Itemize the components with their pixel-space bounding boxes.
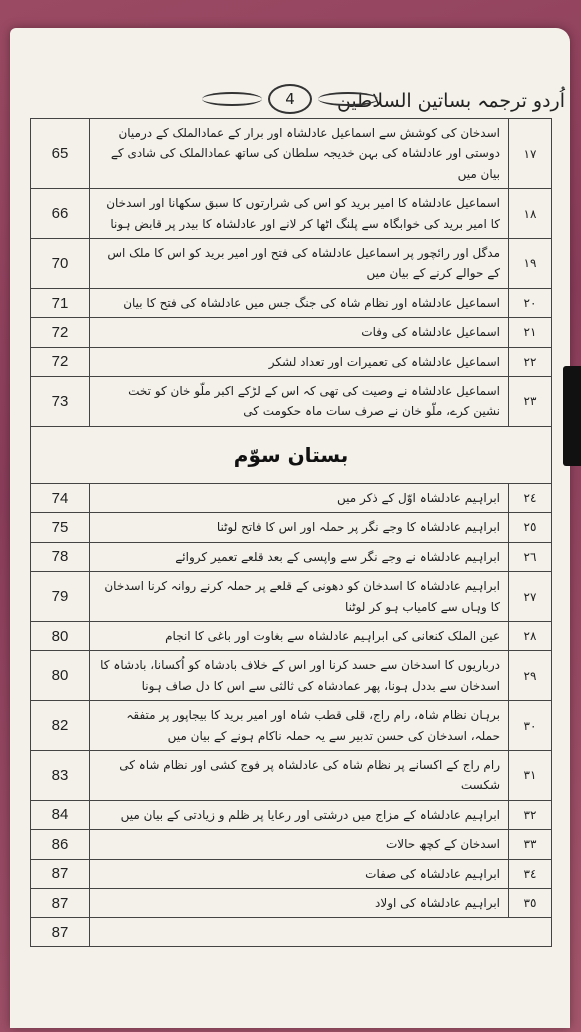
toc-entry-title: اسماعیل عادلشاہ اور نظام شاہ کی جنگ جس میں عادلشاہ کی فتح کا بیان [90, 288, 509, 317]
toc-entry-title: درباریوں کا اسدخان سے حسد کرنا اور اس کے خلاف بادشاہ کو اُکسانا، بادشاہ کا اسدخان سے بددل ہونا، پھر عمادشاہ کی ثالثی سے اس کا دل صاف ہونا [90, 651, 509, 701]
toc-entry-title: رام راج کے اکسانے پر نظام شاہ کی عادلشاہ پر فوج کشی اور نظام شاہ کی شکست [90, 750, 509, 800]
toc-page-number: 72 [31, 318, 90, 347]
toc-page-number: 75 [31, 513, 90, 542]
toc-entry-number: ٣٣ [509, 830, 552, 859]
toc-body [31, 119, 552, 947]
toc-entry-title: اسماعیل عادلشاہ کا امیر برید کو اس کی شرارتوں کا سبق سکھانا اور اسدخان کا امیر برید کی خوابگاہ سے پلنگ اٹھا کر لانے اور عادلشاہ کا بیدر پر قابض ہونا [90, 189, 509, 239]
toc-row [31, 189, 552, 239]
toc-page-number: 71 [31, 288, 90, 317]
toc-row [31, 859, 552, 888]
toc-entry-number: ٢٥ [509, 513, 552, 542]
toc-page-number: 87 [31, 888, 90, 917]
toc-entry-title: ابراہیم عادلشاہ کا وجے نگر پر حملہ اور اس کا فاتح لوٹنا [90, 513, 509, 542]
toc-page-number: 79 [31, 572, 90, 622]
toc-page-number: 84 [31, 800, 90, 829]
toc-row [31, 513, 552, 542]
page-number: 4 [268, 84, 312, 114]
toc-row [31, 701, 552, 751]
toc-page-number: 87 [31, 918, 90, 947]
ornament-right [318, 92, 378, 106]
toc-row [31, 542, 552, 571]
toc-page-number: 82 [31, 701, 90, 751]
toc-entry-title: ابراہیم عادلشاہ کا اسدخان کو دھونی کے قلعے پر حملہ کرنے روانہ کرنا اسدخان کا وہاں سے کامیاب ہو کر لوٹنا [90, 572, 509, 622]
toc-row [31, 288, 552, 317]
toc-entry-number: ١٧ [509, 119, 552, 189]
table-of-contents [30, 118, 552, 947]
toc-row [31, 651, 552, 701]
toc-entry-number: ٢٧ [509, 572, 552, 622]
toc-entry-number: ٣٠ [509, 701, 552, 751]
toc-entry-number: ٢٢ [509, 347, 552, 376]
toc-entry-title: ابراہیم عادلشاہ کے مزاج میں درشتی اور رعایا پر ظلم و زیادتی کے بیان میں [90, 800, 509, 829]
toc-entry-number: ٣٢ [509, 800, 552, 829]
toc-empty-row [31, 918, 552, 947]
toc-page-number: 70 [31, 239, 90, 289]
page-number-ornament [202, 84, 378, 114]
toc-entry-number: ٣٤ [509, 859, 552, 888]
toc-entry-number: ٢٦ [509, 542, 552, 571]
toc-entry-title: ابراہیم عادلشاہ کی اولاد [90, 888, 509, 917]
toc-row [31, 377, 552, 427]
toc-entry-title: اسماعیل عادلشاہ نے وصیت کی تھی کہ اس کے لڑکے اکبر ملّو خان کو تخت نشین کرے، ملّو خان نے صرف سات ماہ حکومت کی [90, 377, 509, 427]
toc-entry-title: عین الملک کنعانی کی ابراہیم عادلشاہ سے بغاوت اور باغی کا انجام [90, 621, 509, 650]
toc-page-number: 78 [31, 542, 90, 571]
toc-entry-number: ٢٩ [509, 651, 552, 701]
toc-row [31, 621, 552, 650]
section-title: بستان سوّم [31, 426, 552, 483]
book-title: اُردو ترجمہ بساتین السلاطین [336, 90, 565, 112]
toc-entry-number: ٢٨ [509, 621, 552, 650]
ornament-left [202, 92, 262, 106]
toc-page-number: 72 [31, 347, 90, 376]
toc-page-number: 80 [31, 651, 90, 701]
toc-page-number: 74 [31, 483, 90, 512]
toc-entry-title: اسماعیل عادلشاہ کی وفات [90, 318, 509, 347]
toc-row [31, 750, 552, 800]
toc-empty-cell [90, 918, 552, 947]
toc-page-number: 66 [31, 189, 90, 239]
toc-entry-title: اسدخان کی کوشش سے اسماعیل عادلشاہ اور برار کے عمادالملک کے درمیان دوستی اور عادلشاہ کی بہن خدیجہ سلطان کی ساتھ عمادالملک کی شادی کے بیان میں [90, 119, 509, 189]
toc-entry-title: مدگل اور رائچور پر اسماعیل عادلشاہ کی فتح اور امیر برید کو اس کا ملک اس کے حوالے کرنے کے بیان میں [90, 239, 509, 289]
toc-entry-number: ٣٥ [509, 888, 552, 917]
toc-entry-number: ١٨ [509, 189, 552, 239]
toc-row [31, 830, 552, 859]
page-header [12, 84, 569, 118]
toc-entry-number: ٢٣ [509, 377, 552, 427]
toc-row [31, 239, 552, 289]
toc-row [31, 347, 552, 376]
toc-row [31, 318, 552, 347]
toc-row [31, 888, 552, 917]
toc-entry-title: اسدخان کے کچھ حالات [90, 830, 509, 859]
toc-page-number: 65 [31, 119, 90, 189]
toc-entry-title: اسماعیل عادلشاہ کی تعمیرات اور تعداد لشکر [90, 347, 509, 376]
toc-entry-title: ابراہیم عادلشاہ اوّل کے ذکر میں [90, 483, 509, 512]
toc-entry-number: ١٩ [509, 239, 552, 289]
toc-entry-title: برہان نظام شاہ، رام راج، قلی قطب شاہ اور امیر برید کا بیجاپور پر متفقہ حملہ، اسدخان کی حسن تدبیر سے یہ حملہ ناکام ہونے کے بیان میں [90, 701, 509, 751]
toc-row [31, 119, 552, 189]
toc-row [31, 572, 552, 622]
toc-entry-title: ابراہیم عادلشاہ نے وجے نگر سے واپسی کے بعد قلعے تعمیر کروائے [90, 542, 509, 571]
section-header-row [31, 426, 552, 483]
toc-page-number: 73 [31, 377, 90, 427]
toc-entry-number: ٢٠ [509, 288, 552, 317]
toc-page-number: 83 [31, 750, 90, 800]
toc-entry-number: ٢١ [509, 318, 552, 347]
toc-page-number: 87 [31, 859, 90, 888]
toc-entry-title: ابراہیم عادلشاہ کی صفات [90, 859, 509, 888]
toc-row [31, 483, 552, 512]
toc-entry-number: ٢٤ [509, 483, 552, 512]
binder-clip [563, 366, 581, 466]
toc-page-number: 86 [31, 830, 90, 859]
toc-page-number: 80 [31, 621, 90, 650]
toc-row [31, 800, 552, 829]
toc-entry-number: ٣١ [509, 750, 552, 800]
